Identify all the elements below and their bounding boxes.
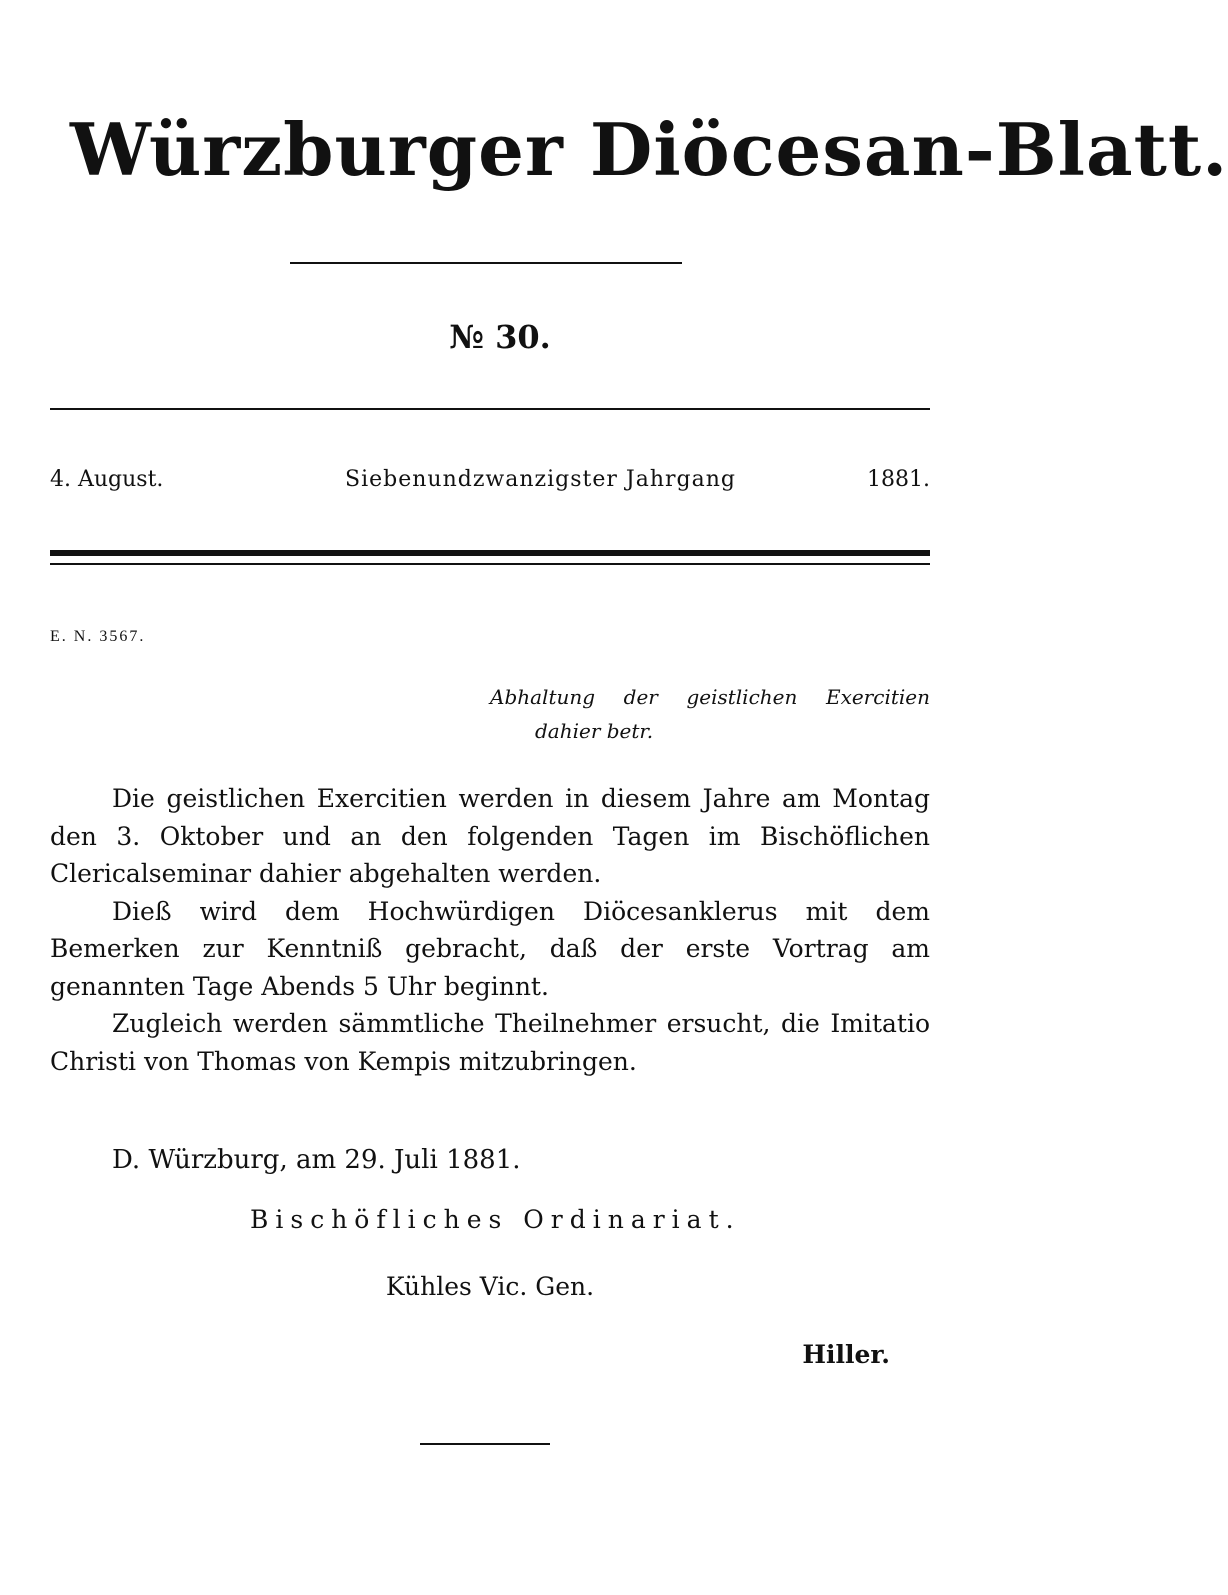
- issue-divider: [50, 408, 930, 410]
- header-thick-rule: [50, 550, 930, 556]
- subject-line-1: Abhaltung der geistlichen Exercitien: [490, 685, 930, 709]
- vicar-general: Kühles Vic. Gen.: [385, 1272, 595, 1301]
- place-and-date: D. Würzburg, am 29. Juli 1881.: [112, 1145, 521, 1175]
- masthead-divider: [290, 262, 682, 264]
- reference-number: E. N. 3567.: [50, 628, 146, 645]
- masthead-title: Würzburger Diöcesan-Blatt.: [70, 107, 1228, 192]
- end-divider: [420, 1443, 550, 1445]
- notice-subject: [490, 680, 930, 748]
- header-thin-rule: [50, 563, 930, 565]
- issue-year: 1881.: [867, 467, 930, 492]
- signer-name: Hiller.: [802, 1340, 890, 1369]
- notice-body: [50, 780, 930, 1080]
- body-paragraph-2: Dieß wird dem Hochwürdigen Diöcesanklerus mit dem Bemerken zur Kenntniß gebracht, daß der erste Vortrag am genannten Tage Abends 5 Uhr beginnt.: [50, 896, 930, 1001]
- subject-line-2: dahier betr.: [535, 719, 654, 743]
- issue-date: 4. August.: [50, 467, 164, 492]
- volume-label: Siebenundzwanzigster Jahrgang: [345, 467, 736, 492]
- issuing-authority: Bischöfliches Ordinariat.: [250, 1205, 741, 1234]
- issue-number: № 30.: [449, 318, 551, 356]
- body-paragraph-1: Die geistlichen Exercitien werden in diesem Jahre am Montag den 3. Oktober und an den folgenden Tagen im Bischöflichen Clericalseminar dahier abgehalten werden.: [50, 784, 930, 888]
- body-paragraph-3: Zugleich werden sämmtliche Theilnehmer ersucht, die Imitatio Christi von Thomas von Kempis mitzubringen.: [50, 1009, 930, 1076]
